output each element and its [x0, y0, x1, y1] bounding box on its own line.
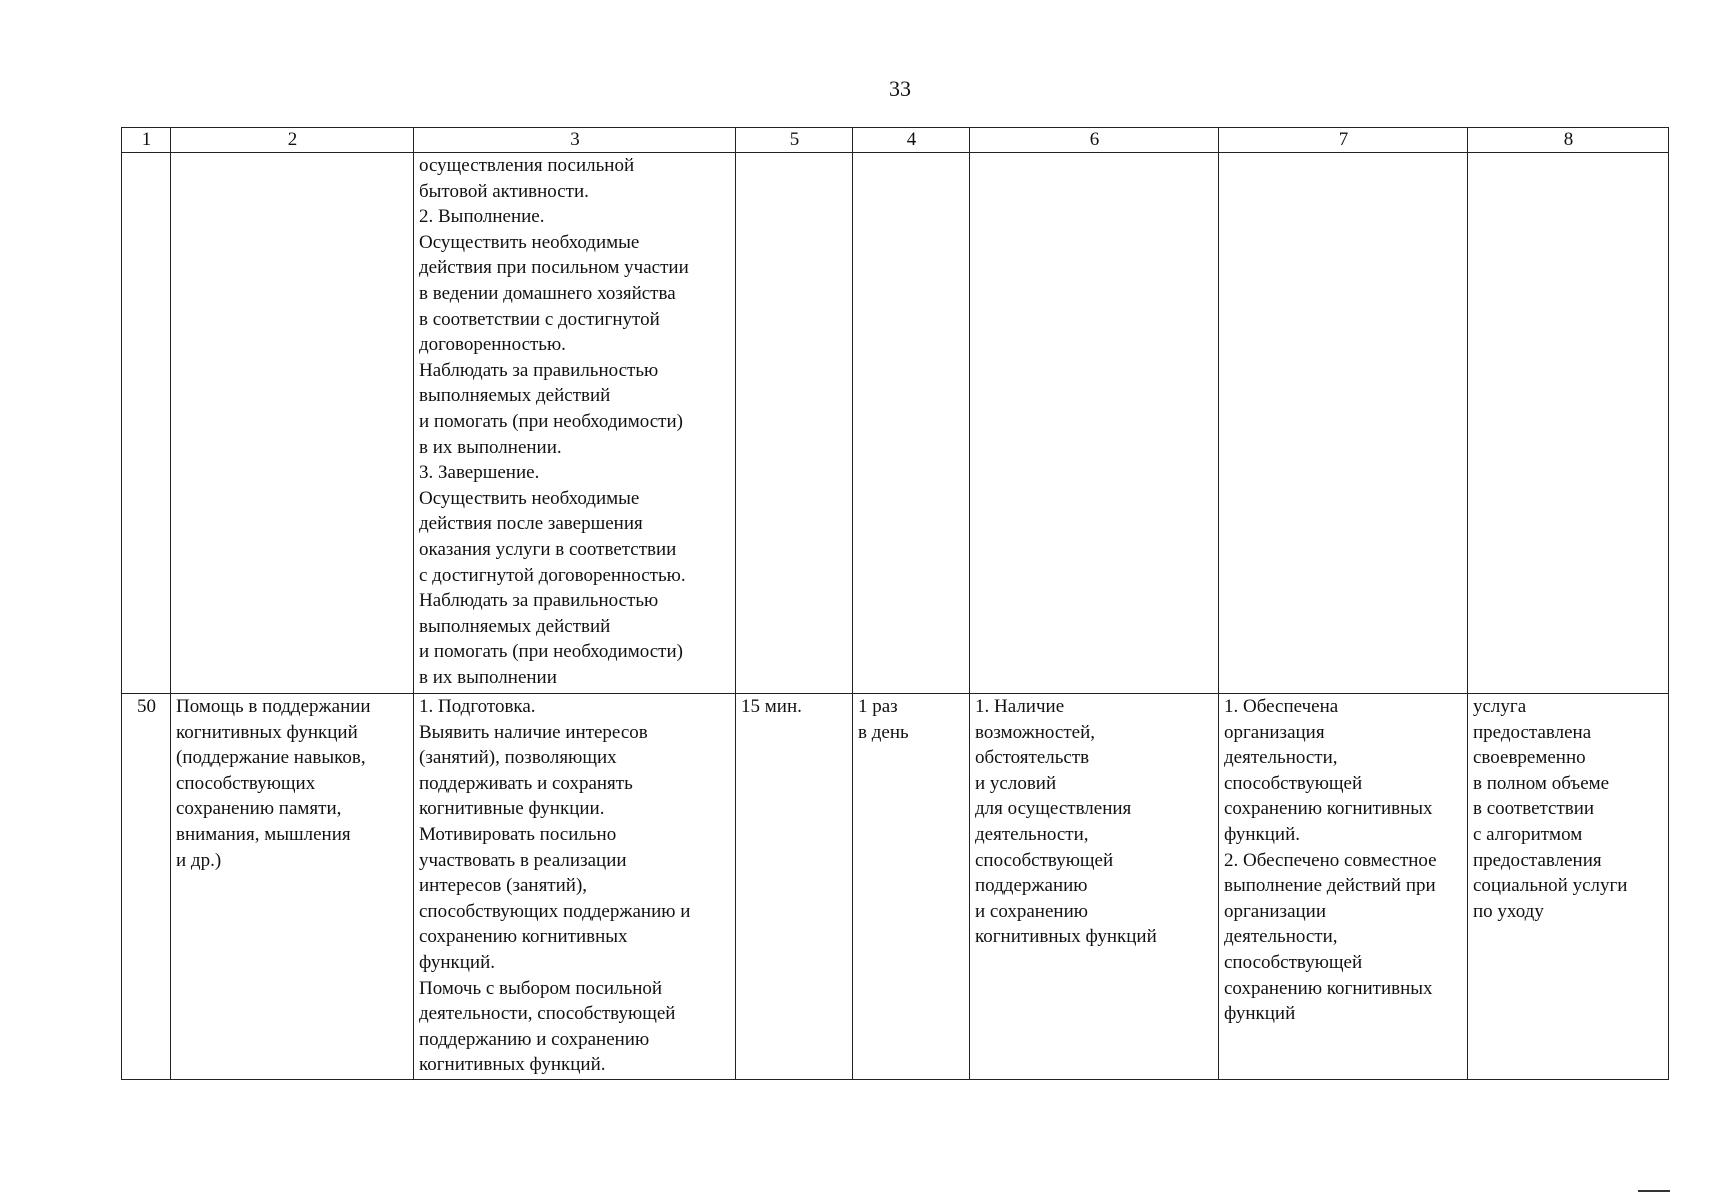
text-line: социальной услуги: [1473, 875, 1628, 897]
column-number-row: [122, 128, 1669, 153]
text-line: функций.: [419, 951, 495, 973]
text-line: поддерживать и сохранять: [419, 772, 633, 794]
services-table: [121, 127, 1669, 1080]
text-line: сохранению памяти,: [176, 798, 342, 820]
table-cell: [122, 153, 171, 694]
text-line: и помогать (при необходимости): [419, 410, 683, 432]
table-cell: [1468, 153, 1669, 694]
service-name-cell: [171, 694, 414, 1080]
text-line: 15 мин.: [741, 696, 802, 717]
table-cell: [970, 153, 1219, 694]
text-line: способствующей: [1224, 772, 1363, 794]
text-line: в день: [858, 721, 909, 743]
text-line: в соответствии с достигнутой: [419, 308, 660, 330]
text-line: оказания услуги в соответствии: [419, 538, 677, 560]
column-number-header: 2: [171, 128, 414, 153]
text-line: способствующих поддержанию и: [419, 900, 691, 922]
row-number-cell: 50: [122, 694, 171, 1080]
text-line: обстоятельств: [975, 747, 1090, 769]
text-line: по уходу: [1473, 900, 1544, 922]
text-line: для осуществления: [975, 798, 1132, 820]
text-line: в соответствии: [1473, 798, 1595, 820]
text-line: в их выполнении: [419, 666, 557, 688]
text-line: Наблюдать за правильностью: [419, 359, 659, 381]
text-line: организации: [1224, 900, 1327, 922]
text-line: 1. Подготовка.: [419, 696, 536, 717]
service-procedure-cell: [414, 153, 736, 694]
page-number: 33: [889, 76, 911, 101]
table-cell: [736, 153, 853, 694]
text-line: выполняемых действий: [419, 385, 611, 407]
table-cell: [853, 153, 970, 694]
text-line: Осуществить необходимые: [419, 231, 640, 253]
text-line: Наблюдать за правильностью: [419, 590, 659, 612]
text-line: в полном объеме: [1473, 772, 1610, 794]
text-line: (занятий), позволяющих: [419, 747, 617, 769]
text-line: 3. Завершение.: [419, 462, 540, 484]
text-line: способствующей: [1224, 951, 1363, 973]
text-line: функций: [1224, 1003, 1296, 1025]
text-line: организация: [1224, 721, 1325, 743]
text-line: функций.: [1224, 823, 1300, 845]
text-line: 2. Выполнение.: [419, 206, 545, 228]
column-number-header: 7: [1219, 128, 1468, 153]
text-line: выполняемых действий: [419, 615, 611, 637]
text-line: когнитивных функций: [176, 721, 358, 743]
text-line: и помогать (при необходимости): [419, 641, 683, 663]
text-line: возможностей,: [975, 721, 1095, 743]
text-line: способствующей: [975, 849, 1114, 871]
text-line: услуга: [1473, 696, 1527, 717]
text-line: деятельности,: [975, 823, 1089, 845]
text-line: поддержанию и сохранению: [419, 1028, 650, 1050]
text-line: Осуществить необходимые: [419, 487, 640, 509]
text-line: Помощь в поддержании: [176, 696, 371, 717]
text-line: когнитивных функций.: [419, 1054, 606, 1076]
text-line: деятельности, способствующей: [419, 1003, 676, 1025]
column-number-header: 3: [414, 128, 736, 153]
text-line: с достигнутой договоренностью.: [419, 564, 686, 586]
text-line: внимания, мышления: [176, 823, 351, 845]
text-line: 1. Наличие: [975, 696, 1065, 717]
text-line: способствующих: [176, 772, 316, 794]
text-line: действия после завершения: [419, 513, 643, 535]
text-line: осуществления посильной: [419, 155, 635, 176]
text-line: когнитивные функции.: [419, 798, 605, 820]
text-line: выполнение действий при: [1224, 875, 1436, 897]
text-line: своевременно: [1473, 747, 1586, 769]
column-number-header: 6: [970, 128, 1219, 153]
duration-cell: [736, 694, 853, 1080]
result-cell: [1219, 694, 1468, 1080]
text-line: 1. Обеспечена: [1224, 696, 1339, 717]
text-line: предоставления: [1473, 849, 1602, 871]
column-number-header: 8: [1468, 128, 1669, 153]
text-line: деятельности,: [1224, 926, 1338, 948]
text-line: и условий: [975, 772, 1057, 794]
text-line: сохранению когнитивных: [1224, 798, 1433, 820]
text-line: в ведении домашнего хозяйства: [419, 282, 676, 304]
text-line: предоставлена: [1473, 721, 1592, 743]
text-line: 2. Обеспечено совместное: [1224, 849, 1437, 871]
text-line: и сохранению: [975, 900, 1088, 922]
text-line: Мотивировать посильно: [419, 823, 617, 845]
table-row: [122, 694, 1669, 1080]
text-line: (поддержание навыков,: [176, 747, 366, 769]
column-number-header: 1: [122, 128, 171, 153]
service-procedure-cell: [414, 694, 736, 1080]
text-line: поддержанию: [975, 875, 1088, 897]
text-line: когнитивных функций: [975, 926, 1157, 948]
text-line: 1 раз: [858, 696, 898, 717]
text-line: с алгоритмом: [1473, 823, 1583, 845]
conditions-cell: [970, 694, 1219, 1080]
text-line: деятельности,: [1224, 747, 1338, 769]
text-line: участвовать в реализации: [419, 849, 627, 871]
continuation-row: [122, 153, 1669, 694]
text-line: в их выполнении.: [419, 436, 562, 458]
quality-cell: [1468, 694, 1669, 1080]
text-line: действия при посильном участии: [419, 257, 689, 279]
text-line: Помочь с выбором посильной: [419, 977, 663, 999]
table-cell: [171, 153, 414, 694]
text-line: сохранению когнитивных: [1224, 977, 1433, 999]
table-cell: [1219, 153, 1468, 694]
column-number-header: 4: [853, 128, 970, 153]
text-line: бытовой активности.: [419, 180, 589, 202]
scan-mark: [1638, 1190, 1670, 1192]
text-line: и др.): [176, 849, 222, 871]
text-line: Выявить наличие интересов: [419, 721, 648, 743]
column-number-header: 5: [736, 128, 853, 153]
frequency-cell: [853, 694, 970, 1080]
text-line: сохранению когнитивных: [419, 926, 628, 948]
text-line: интересов (занятий),: [419, 875, 588, 897]
text-line: договоренностью.: [419, 334, 566, 356]
